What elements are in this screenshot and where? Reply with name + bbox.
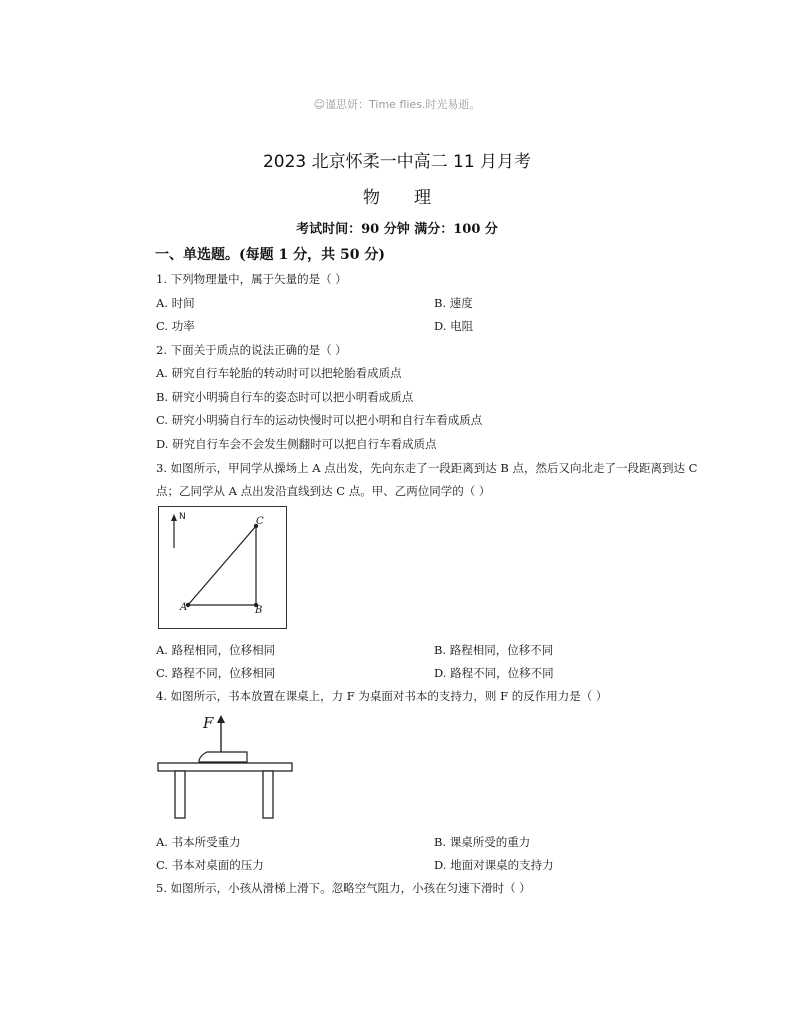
question-3-option-a: A. 路程相同，位移相同 [156,643,276,657]
question-1-option-a: A. 时间 [156,296,195,310]
north-label: N [179,512,186,522]
point-b-label: B [255,605,263,616]
question-1-stem: 1. 下列物理量中，属于矢量的是（ ） [156,272,347,286]
desk-leg-left [175,771,185,818]
question-1-option-b: B. 速度 [434,296,473,310]
section-title: 一、单选题。(每题 1 分，共 50 分) [155,247,385,263]
question-3-option-b: B. 路程相同，位移不同 [434,643,554,657]
question-2-option-b: B. 研究小明骑自行车的姿态时可以把小明看成质点 [156,390,414,404]
question-3-option-d: D. 路程不同，位移不同 [434,666,554,680]
point-a-label: A [180,602,188,613]
question-4-option-c: C. 书本对桌面的压力 [156,858,264,872]
force-arrowhead-icon [217,715,225,723]
question-2-option-c: C. 研究小明骑自行车的运动快慢时可以把小明和自行车看成质点 [156,413,483,427]
subject-title: 物理 [363,188,465,208]
question-4-option-d: D. 地面对课桌的支持力 [434,858,554,872]
watermark: ☺谨思妍：Time flies.时光易逝。 [313,98,481,111]
displacement-diagram [158,506,288,630]
question-2-option-d: D. 研究自行车会不会发生侧翻时可以把自行车看成质点 [156,437,437,451]
desk-leg-right [263,771,273,818]
question-5-stem: 5. 如图所示，小孩从滑梯上滑下。忽略空气阻力，小孩在匀速下滑时（ ） [156,881,531,895]
point-c-label: C [256,516,264,527]
desk-top [158,763,292,771]
force-label: F [203,714,214,732]
question-3-stem-line1: 3. 如图所示，甲同学从操场上 A 点出发，先向东走了一段距离到达 B 点，然后又向北走了一段距离到达 C [156,461,698,475]
question-1-option-c: C. 功率 [156,319,195,333]
desk-book-diagram [155,712,297,822]
question-3-option-c: C. 路程不同，位移相同 [156,666,276,680]
question-4-option-a: A. 书本所受重力 [156,835,241,849]
book-shape [199,752,247,762]
page-title: 2023 北京怀柔一中高二 11 月月考 [262,152,532,172]
path-ac [188,526,256,605]
question-4-option-b: B. 课桌所受的重力 [434,835,531,849]
north-arrowhead-icon [171,514,177,521]
question-3-stem-line2: 点；乙同学从 A 点出发沿直线到达 C 点。甲、乙两位同学的（ ） [156,484,491,498]
question-4-stem: 4. 如图所示，书本放置在课桌上，力 F 为桌面对书本的支持力，则 F 的反作用力是（ ） [156,689,608,703]
question-2-stem: 2. 下面关于质点的说法正确的是（ ） [156,343,347,357]
question-2-option-a: A. 研究自行车轮胎的转动时可以把轮胎看成质点 [156,366,402,380]
exam-meta: 考试时间：90 分钟 满分：100 分 [296,222,498,237]
question-1-option-d: D. 电阻 [434,319,474,333]
